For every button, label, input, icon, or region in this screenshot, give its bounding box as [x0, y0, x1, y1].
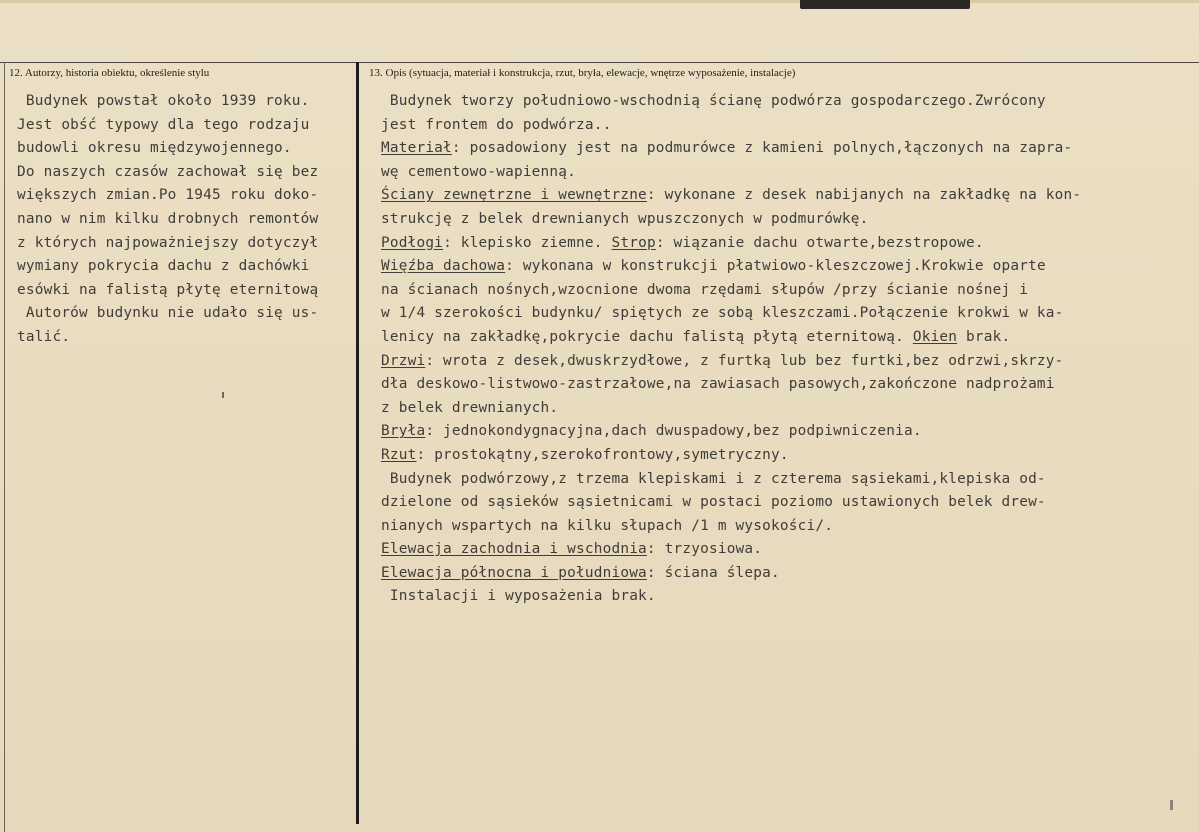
section-12-line: większych zmian.Po 1945 roku doko- [17, 187, 319, 204]
line-text: lenicy na zakładkę,pokrycie dachu falistą płytą eternitową. [381, 328, 913, 345]
section-13-line [381, 468, 1081, 492]
underlined-heading: Rzut [381, 446, 417, 463]
section-13-line [381, 255, 1081, 279]
section-13-line [381, 114, 1081, 138]
section-13-line [381, 420, 1081, 444]
section-13-line [381, 491, 1081, 515]
section-13-line [381, 161, 1081, 185]
section-13-line [381, 397, 1081, 421]
underlined-heading: Materiał [381, 140, 452, 157]
section-13-line [381, 373, 1081, 397]
line-text: dła deskowo-listwowo-zastrzałowe,na zawiasach pasowych,zakończone nadprożami [381, 376, 1055, 393]
section-13-line [381, 184, 1081, 208]
underlined-heading: Okien [912, 328, 958, 345]
section-12-line: Do naszych czasów zachował się bez [17, 163, 319, 180]
line-text: z belek drewnianych. [381, 399, 559, 416]
ink-mark [1170, 800, 1173, 810]
line-text: : klepisko ziemne. [443, 234, 612, 251]
underlined-heading: Elewacja północna i południowa [381, 564, 647, 581]
underlined-heading: Podłogi [381, 234, 444, 251]
line-text: : wykonana w konstrukcji płatwiowo-kleszczowej.Krokwie oparte [505, 258, 1046, 275]
section-12-line: Autorów budynku nie udało się us- [17, 305, 319, 322]
ink-mark [222, 392, 224, 398]
line-text: : trzyosiowa. [646, 541, 763, 558]
section-13-line [381, 562, 1081, 586]
section-12-line: budowli okresu międzywojennego. [17, 140, 292, 157]
line-text: brak. [957, 328, 1011, 345]
section-13-line [381, 585, 1081, 609]
section-12-line: esówki na falistą płytę eternitową [17, 281, 319, 298]
line-text: : wrota z desek,dwuskrzydłowe, z furtką lub bez furtki,bez odrzwi,skrzy- [425, 352, 1064, 369]
line-text: : jednokondygnacyjna,dach dwuspadowy,bez podpiwniczenia. [425, 423, 922, 440]
binder-tab [800, 0, 970, 9]
section-13-line [381, 232, 1081, 256]
line-text: na ścianach nośnych,wzocnione dwoma rzędami słupów /przy ścianie nośnej i [381, 281, 1029, 298]
section-12-line: Budynek powstał około 1939 roku. [17, 93, 310, 109]
line-text: jest frontem do podwórza.. [381, 116, 612, 133]
section-12-line: talić. [17, 328, 71, 345]
section-13-line [381, 90, 1081, 114]
section-13-line [381, 515, 1081, 539]
line-text: dzielone od sąsieków sąsietnicami w postaci poziomo ustawionych belek drew- [381, 494, 1046, 511]
section-13-line [381, 350, 1081, 374]
line-text: : wiązanie dachu otwarte,bezstropowe. [655, 234, 984, 251]
line-text: Instalacji i wyposażenia brak. [381, 588, 656, 605]
underlined-heading: Bryła [381, 423, 426, 440]
line-text: : ściana ślepa. [646, 564, 780, 581]
line-text: Budynek tworzy południowo-wschodnią ścianę podwórza gospodarczego.Zwrócony [381, 93, 1046, 109]
section-12-header: 12. Autorzy, historia obiektu, określenie stylu [9, 67, 210, 79]
underlined-heading: Strop [611, 234, 656, 251]
section-13-line [381, 137, 1081, 161]
line-text: : wykonane z desek nabijanych na zakładkę na kon- [646, 187, 1082, 204]
underlined-heading: Więźba dachowa [381, 258, 506, 275]
line-text: Budynek podwórzowy,z trzema klepiskami i z czterema sąsiekami,klepiska od- [381, 470, 1046, 487]
section-12-typed-text [17, 90, 318, 350]
line-text: : prostokątny,szerokofrontowy,symetryczny. [416, 446, 789, 463]
header-rule [0, 62, 1199, 63]
section-13-line [381, 279, 1081, 303]
card-top-edge [0, 0, 1199, 3]
section-12-line: Jest ⁠obść typowy dla tego rodzaju [17, 116, 310, 133]
column-divider [356, 62, 359, 824]
section-13-line [381, 444, 1081, 468]
line-text: wę cementowo-wapienną. [381, 163, 577, 180]
section-12-line: z których najpoważniejszy dotyczył [17, 234, 319, 251]
line-text: strukcję z belek drewnianych wpuszczonych w podmurówkę. [381, 210, 869, 227]
left-margin-rule [4, 62, 5, 832]
line-text: w 1/4 szerokości budynku/ spiętych ze sobą kleszczami.Połączenie krokwi w ka- [381, 305, 1064, 322]
underlined-heading: Ściany zewnętrzne i wewnętrzne [381, 187, 647, 204]
line-text: : posadowiony jest na podmurówce z kamieni polnych,łączonych na zapra- [451, 140, 1073, 157]
section-13-header: 13. Opis (sytuacja, materiał i konstrukcja, rzut, bryła, elewacje, wnętrze wyposażenie, instalacje) [369, 67, 796, 79]
section-13-line [381, 538, 1081, 562]
underlined-heading: Drzwi [381, 352, 426, 369]
underlined-heading: Elewacja zachodnia i wschodnia [381, 541, 647, 558]
section-12-line: nano w nim kilku drobnych remontów [17, 210, 319, 227]
section-12-line: wymiany pokrycia dachu z dachówki [17, 258, 310, 275]
section-13-line [381, 302, 1081, 326]
section-13-line [381, 208, 1081, 232]
line-text: nianych wspartych na kilku słupach /1 m wysokości/. [381, 517, 834, 534]
section-13-line [381, 326, 1081, 350]
section-13-typed-text [381, 90, 1081, 609]
